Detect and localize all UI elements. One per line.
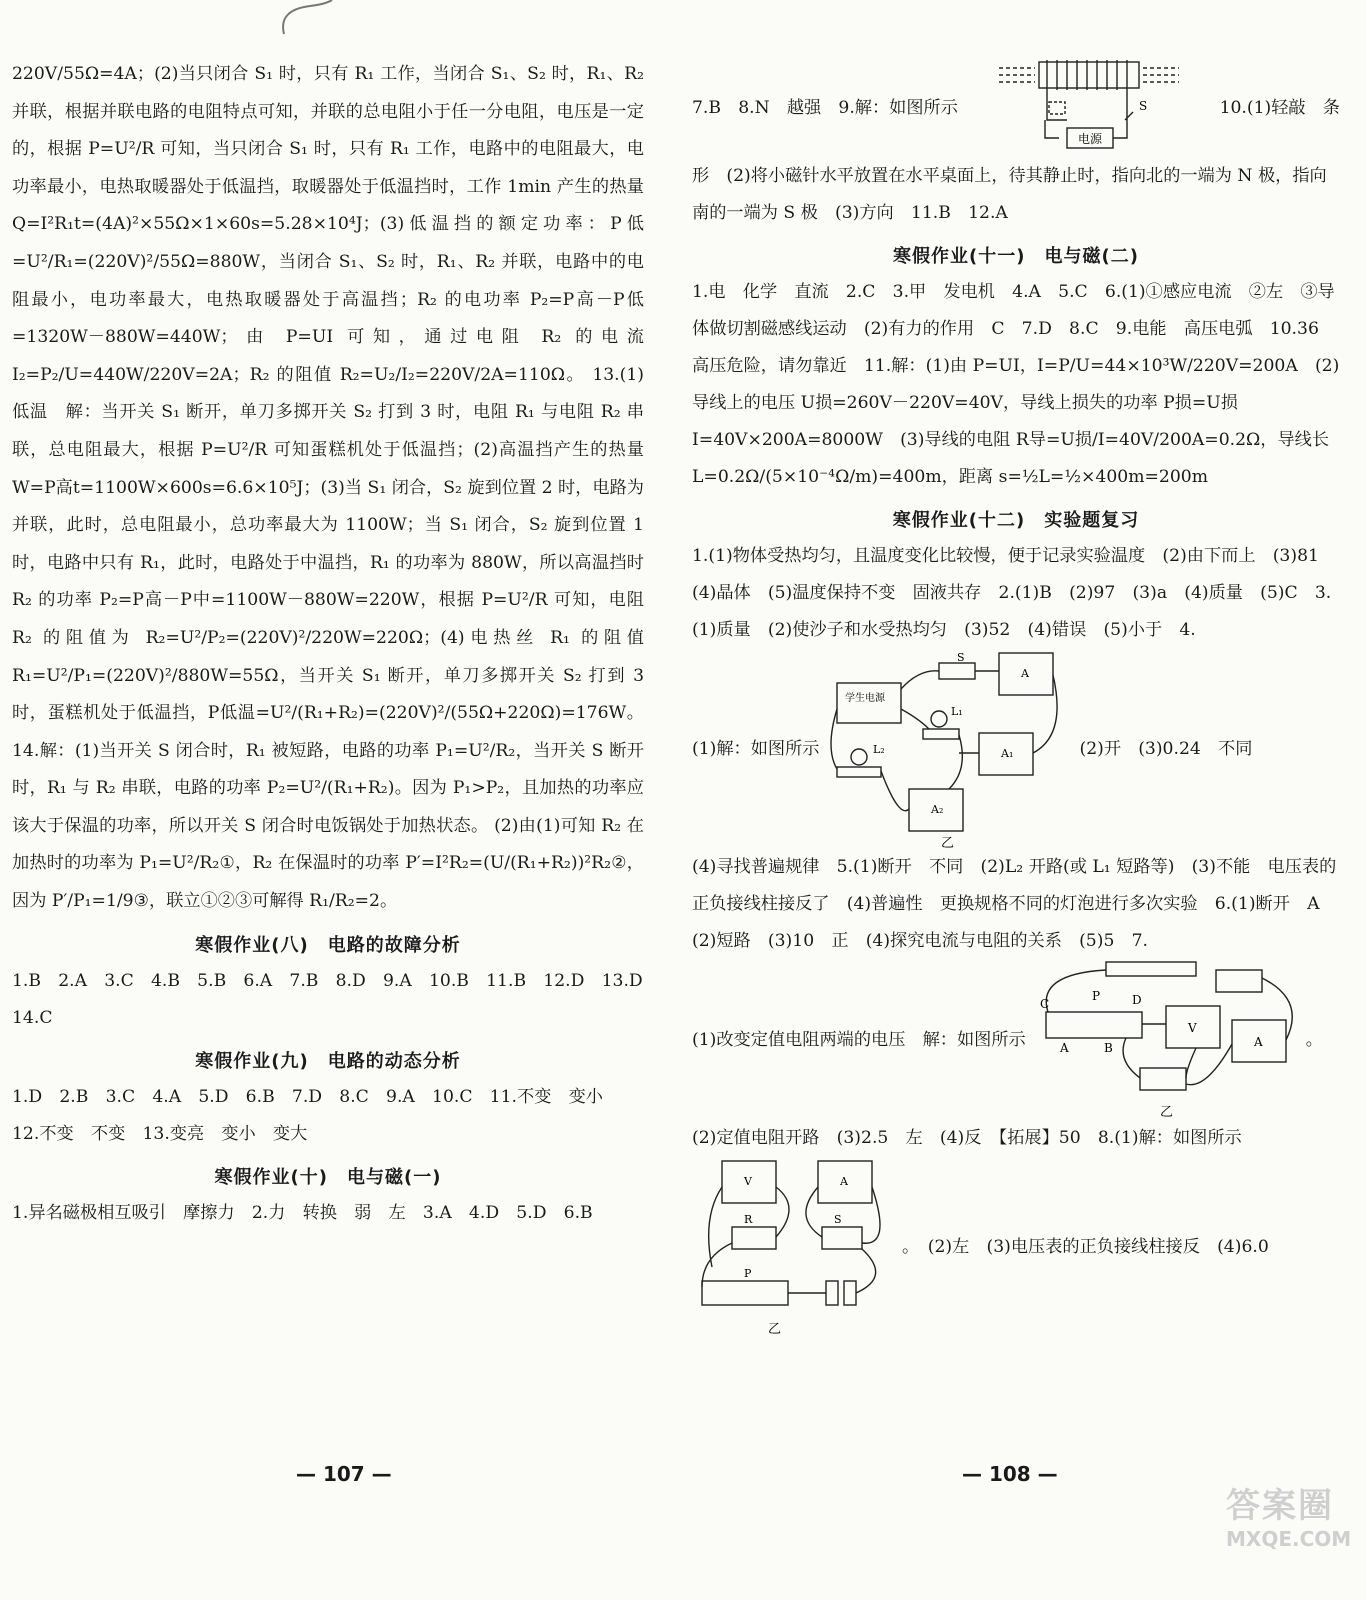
section-10-answers-q10: 10.(1)轻敲 条 bbox=[1219, 97, 1340, 118]
section-10-answers-cont: 7.B 8.N 越强 9.解：如图所示 bbox=[692, 97, 958, 118]
fig2-a1-label: A₁ bbox=[1001, 747, 1014, 760]
switch-label: S bbox=[1138, 99, 1147, 113]
circuit-figure-q4 bbox=[829, 649, 1069, 849]
section-title-9: 寒假作业(九) 电路的动态分析 bbox=[195, 1050, 461, 1072]
fig2-l1-label: L₁ bbox=[951, 705, 964, 718]
watermark bbox=[1226, 1478, 1352, 1590]
section-8-answers: 1.B 2.A 3.C 4.B 5.B 6.A 7.B 8.D 9.A 10.B 11.B 12.D 13.D 14.C bbox=[12, 970, 660, 1028]
fig2-a2-label: A₂ bbox=[931, 803, 944, 816]
circuit-figure-q8 bbox=[692, 1157, 892, 1337]
page-number-left: — 107 — bbox=[296, 1462, 392, 1486]
watermark-logo-text: 答案圈 bbox=[1226, 1486, 1334, 1526]
fig4-r-label: R bbox=[744, 1213, 753, 1226]
q7-figure-end: 。 bbox=[1305, 1029, 1323, 1050]
fig3-v-label: V bbox=[1187, 1021, 1197, 1035]
section-title-11: 寒假作业(十一) 电与磁(二) bbox=[893, 246, 1139, 267]
circuit-figure-q7 bbox=[1036, 960, 1296, 1120]
fig2-caption: 乙 bbox=[941, 836, 955, 849]
page-number-right: — 108 — bbox=[962, 1462, 1058, 1486]
section-10-answers-tail: 形 (2)将小磁针水平放置在水平桌面上，待其静止时，指向北的一端为 N 极，指向南的一端为 S 极 (3)方向 11.B 12.A bbox=[692, 166, 1327, 223]
answer-paragraph-q12-q14: 220V/55Ω=4A；(2)当只闭合 S₁ 时，只有 R₁ 工作，当闭合 S₁、S₂ 时，R₁、R₂ 并联，根据并联电路的电阻特点可知，并联的总电阻小于任一分电阻，电压是一定的，根据 P=U²/R 可知，当只闭合 S₁ 时，只有 R₁ 工作，电路中的电阻最大，电功率最小，电热取暖器处于低温挡，取暖器处于低温挡时，工作 1min 产生的热量 Q=I²R₁t=(4A)²×55Ω×1×60s=5.28×10⁴J；(3)低温挡的额定功率：P低=U²/R₁=(220V)²/55Ω=880W，当闭合 S₁、S₂ 时，R₁、R₂ 并联，电路中的电阻最小，电功率最大，电热取暖器处于高温挡；R₂ 的电功率 P₂=P高－P低=1320W－880W=440W；由 P=UI 可知，通过电阻 R₂ 的电流 I₂=P₂/U=440W/220V=2A；R₂ 的阻值 R₂=U₂/I₂=220V/2A=110Ω。 13.(1)低温 解：当开关 S₁ 断开，单刀多掷开关 S₂ 打到 3 时，电阻 R₁ 与电阻 R₂ 串联，总电阻最大，根据 P=U²/R 可知蛋糕机处于低温挡；(2)高温挡产生的热量 W=P高t=1100W×600s=6.6×10⁵J；(3)当 S₁ 闭合，S₂ 旋到位置 2 时，电路为并联，此时，总电阻最小，总功率最大为 1100W；当 S₁ 闭合，S₂ 旋到位置 1 时，电路中只有 R₁，此时，电路处于中温挡，R₁ 的功率为 880W，所以高温挡时 R₂ 的功率 P₂=P高－P中=1100W－880W=220W，根据 P=U²/R 可知，电阻 R₂ 的阻值为 R₂=U²/P₂=(220V)²/220W=220Ω；(4)电热丝 R₁ 的阻值 R₁=U²/P₁=(220V)²/880W=55Ω，当开关 S₁ 断开，单刀多掷开关 S₂ 打到 3 时，蛋糕机处于低温挡，P低温=U²/(R₁+R₂)=(220V)²/(55Ω+220Ω)=176W。 14.解：(1)当开关 S 闭合时，R₁ 被短路，电路的功率 P₁=U²/R₂，当开关 S 断开时，R₁ 与 R₂ 串联，电路的功率 P₂=U²/(R₁+R₂)。因为 P₁>P₂，且加热的功率应该大于保温的功率，所以开关 S 闭合时电饭锅处于加热状态。 (2)由(1)可知 R₂ 在加热时的功率为 P₁=U²/R₂①，R₂ 在保温时的功率 P′=I²R₂=(U/(R₁+R₂))²R₂②，因为 P′/P₁=1/9③，联立①②③可解得 R₁/R₂=2。 bbox=[12, 64, 644, 912]
watermark-url: MXQE.COM bbox=[1226, 1527, 1352, 1551]
fig3-a-label: A bbox=[1059, 1041, 1069, 1055]
section-title-8: 寒假作业(八) 电路的故障分析 bbox=[195, 934, 461, 956]
fig3-d-label: D bbox=[1131, 993, 1142, 1007]
section-12-answers-part1: 1.(1)物体受热均匀，且温度变化比较慢，便于记录实验温度 (2)由下而上 (3)81 (4)晶体 (5)温度保持不变 固液共存 2.(1)B (2)97 (3)a (4)质量 (5)C 3.(1)质量 (2)使沙子和水受热均匀 (3)52 (4)错误 (5)小于 4. bbox=[692, 546, 1337, 640]
section-9-answers: 1.D 2.B 3.C 4.A 5.D 6.B 7.D 8.C 9.A 10.C 11.不变 变小 12.不变 不变 13.变亮 变小 变大 bbox=[12, 1086, 621, 1144]
power-source-label: 电源 bbox=[1077, 132, 1102, 146]
fig3-c-label: C bbox=[1039, 997, 1049, 1011]
solenoid-figure bbox=[989, 58, 1189, 158]
fig2-ammeter-label: A bbox=[1021, 667, 1030, 680]
fig3-b-label: B bbox=[1103, 1041, 1113, 1055]
section-11-answers: 1.电 化学 直流 2.C 3.甲 发电机 4.A 5.C 6.(1)①感应电流 ②左 ③导体做切割磁感线运动 (2)有力的作用 C 7.D 8.C 9.电能 高压电弧 10.36 高压危险，请勿靠近 11.解：(1)由 P=UI，I=P/U=44×10³W/220V=200A (2)导线上的电压 U损=260V－220V=40V，导线上损失的功率 P损=U损I=40V×200A=8000W (3)导线的电阻 R导=U损/I=40V/200A=0.2Ω，导线长 L=0.2Ω/(5×10⁻⁴Ω/m)=400m，距离 s=½L=½×400m=200m bbox=[692, 282, 1340, 487]
section-12-answers-part2: (4)寻找普遍规律 5.(1)断开 不同 (2)L₂ 开路(或 L₁ 短路等) (3)不能 电压表的正负接线柱接反了 (4)普遍性 更换规格不同的灯泡进行多次实验 6.(1)断开 A (2)短路 (3)10 正 (4)探究电流与电阻的关系 (5)5 7. bbox=[692, 857, 1337, 951]
fig2-switch-label: S bbox=[957, 651, 966, 664]
fig4-p-label: P bbox=[744, 1267, 752, 1280]
section-title-12: 寒假作业(十二) 实验题复习 bbox=[892, 510, 1140, 531]
fig2-l2-label: L₂ bbox=[873, 743, 886, 756]
fig3-ammeter-label: A bbox=[1253, 1035, 1263, 1049]
fig4-s-label: S bbox=[834, 1213, 842, 1226]
fig4-caption: 乙 bbox=[768, 1322, 782, 1337]
section-12-answers-part3: (2)定值电阻开路 (3)2.5 左 (4)反 【拓展】50 8.(1)解：如图所示 bbox=[692, 1128, 1242, 1148]
q4-answers: (2)开 (3)0.24 不同 bbox=[1079, 738, 1253, 759]
fig3-caption: 乙 bbox=[1159, 1105, 1173, 1120]
section-title-10: 寒假作业(十) 电与磁(一) bbox=[214, 1166, 442, 1188]
fig4-v-label: V bbox=[744, 1175, 752, 1188]
fig4-ammeter-label: A bbox=[840, 1175, 848, 1188]
q7-figure-label: (1)改变定值电阻两端的电压 解：如图所示 bbox=[692, 1029, 1026, 1050]
q8-answers: 。 (2)左 (3)电压表的正负接线柱接反 (4)6.0 bbox=[902, 1236, 1269, 1257]
section-10-answers: 1.异名磁极相互吸引 摩擦力 2.力 转换 弱 左 3.A 4.D 5.D 6.B bbox=[12, 1202, 593, 1223]
q4-figure-label: (1)解：如图所示 bbox=[692, 738, 820, 759]
right-column bbox=[686, 0, 1354, 1600]
fig3-p-label: P bbox=[1091, 989, 1100, 1003]
fig2-power-label: 学生电源 bbox=[845, 693, 886, 704]
left-column bbox=[0, 0, 672, 1600]
